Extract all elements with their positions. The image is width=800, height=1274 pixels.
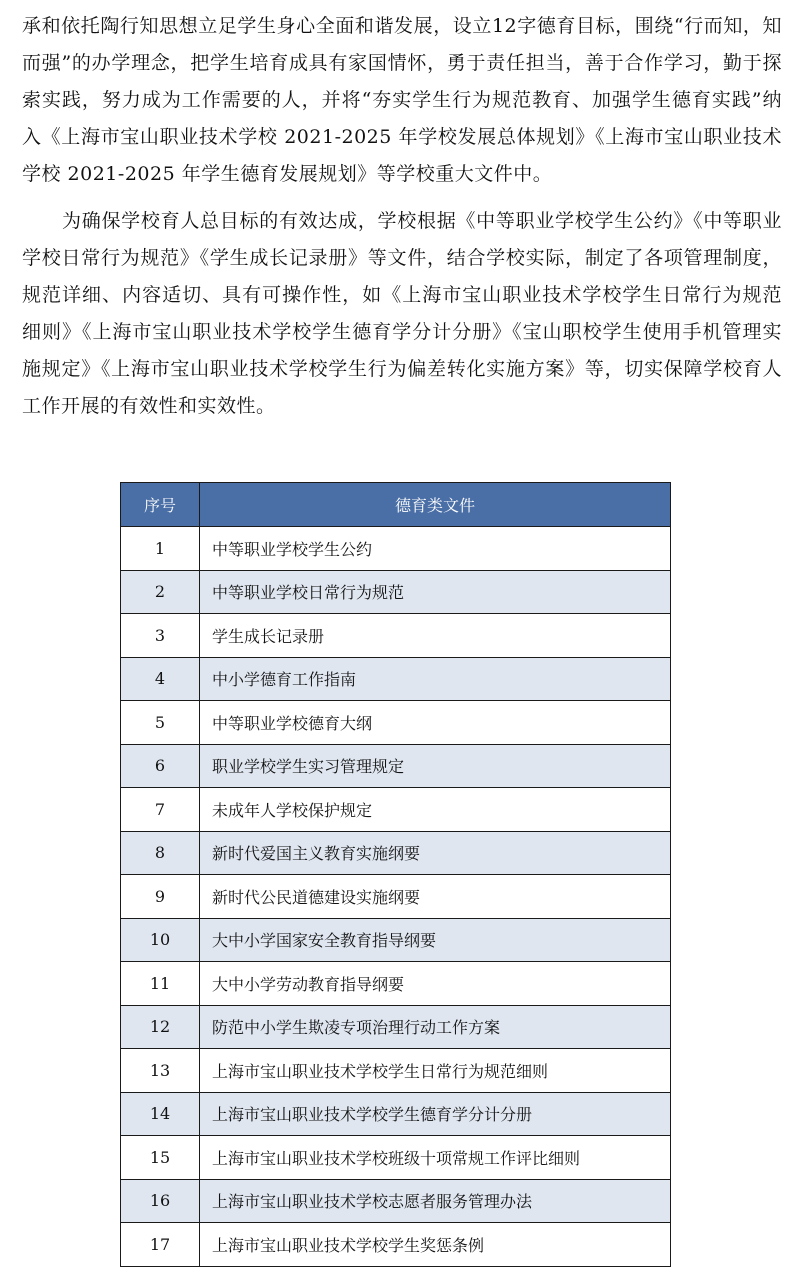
row-document-name: 上海市宝山职业技术学校学生日常行为规范细则: [200, 1049, 671, 1093]
row-serial-number: 3: [121, 614, 200, 658]
header-document-name: 德育类文件: [200, 483, 671, 527]
table-row: [121, 962, 671, 1006]
row-serial-number: 16: [121, 1179, 200, 1223]
row-serial-number: 6: [121, 744, 200, 788]
table-row: [121, 918, 671, 962]
row-serial-number: 12: [121, 1005, 200, 1049]
table-row: [121, 831, 671, 875]
table-row: [121, 875, 671, 919]
row-document-name: 中等职业学校学生公约: [200, 527, 671, 571]
table-row: [121, 1092, 671, 1136]
row-serial-number: 5: [121, 701, 200, 745]
row-document-name: 上海市宝山职业技术学校学生德育学分计分册: [200, 1092, 671, 1136]
table-row: [121, 788, 671, 832]
row-serial-number: 9: [121, 875, 200, 919]
table-row: [121, 570, 671, 614]
row-serial-number: 14: [121, 1092, 200, 1136]
paragraph-1: 承和依托陶行知思想立足学生身心全面和谐发展，设立12字德育目标，围绕“行而知，知而强”的办学理念，把学生培育成具有家国情怀，勇于责任担当，善于合作学习，勤于探索实践，努力成为工作需要的人，并将“夯实学生行为规范教育、加强学生德育实践”纳入《上海市宝山职业技术学校 2021-2025 年学校发展总体规划》《上海市宝山职业技术学校 2021-2025 年学生德育发展规划》等学校重大文件中。: [22, 15, 782, 185]
row-document-name: 新时代爱国主义教育实施纲要: [200, 831, 671, 875]
row-document-name: 中等职业学校日常行为规范: [200, 570, 671, 614]
paragraph-2: 为确保学校育人总目标的有效达成，学校根据《中等职业学校学生公约》《中等职业学校日常行为规范》《学生成长记录册》等文件，结合学校实际，制定了各项管理制度，规范详细、内容适切、具有可操作性，如《上海市宝山职业技术学校学生日常行为规范细则》《上海市宝山职业技术学校学生德育学分计分册》《宝山职校学生使用手机管理实施规定》《上海市宝山职业技术学校学生行为偏差转化实施方案》等，切实保障学校育人工作开展的有效性和实效性。: [22, 210, 782, 417]
row-document-name: 大中小学国家安全教育指导纲要: [200, 918, 671, 962]
table-row: [121, 701, 671, 745]
row-document-name: 大中小学劳动教育指导纲要: [200, 962, 671, 1006]
row-document-name: 学生成长记录册: [200, 614, 671, 658]
table-row: [121, 527, 671, 571]
document-body: [22, 8, 782, 425]
table-row: [121, 1005, 671, 1049]
row-serial-number: 10: [121, 918, 200, 962]
table-row: [121, 614, 671, 658]
row-document-name: 防范中小学生欺凌专项治理行动工作方案: [200, 1005, 671, 1049]
table-body: [121, 527, 671, 1267]
table-header-row: [121, 483, 671, 527]
row-serial-number: 17: [121, 1223, 200, 1267]
moral-education-documents-table: [120, 482, 671, 1267]
row-document-name: 上海市宝山职业技术学校志愿者服务管理办法: [200, 1179, 671, 1223]
row-serial-number: 1: [121, 527, 200, 571]
table-row: [121, 1049, 671, 1093]
table-row: [121, 1136, 671, 1180]
row-serial-number: 4: [121, 657, 200, 701]
table-row: [121, 1223, 671, 1267]
row-serial-number: 8: [121, 831, 200, 875]
row-serial-number: 11: [121, 962, 200, 1006]
row-serial-number: 15: [121, 1136, 200, 1180]
table-row: [121, 657, 671, 701]
row-document-name: 职业学校学生实习管理规定: [200, 744, 671, 788]
row-serial-number: 13: [121, 1049, 200, 1093]
table-row: [121, 744, 671, 788]
header-serial-number: 序号: [121, 483, 200, 527]
table-row: [121, 1179, 671, 1223]
row-serial-number: 2: [121, 570, 200, 614]
row-document-name: 未成年人学校保护规定: [200, 788, 671, 832]
row-document-name: 中等职业学校德育大纲: [200, 701, 671, 745]
row-document-name: 新时代公民道德建设实施纲要: [200, 875, 671, 919]
row-document-name: 上海市宝山职业技术学校学生奖惩条例: [200, 1223, 671, 1267]
row-document-name: 上海市宝山职业技术学校班级十项常规工作评比细则: [200, 1136, 671, 1180]
row-document-name: 中小学德育工作指南: [200, 657, 671, 701]
row-serial-number: 7: [121, 788, 200, 832]
